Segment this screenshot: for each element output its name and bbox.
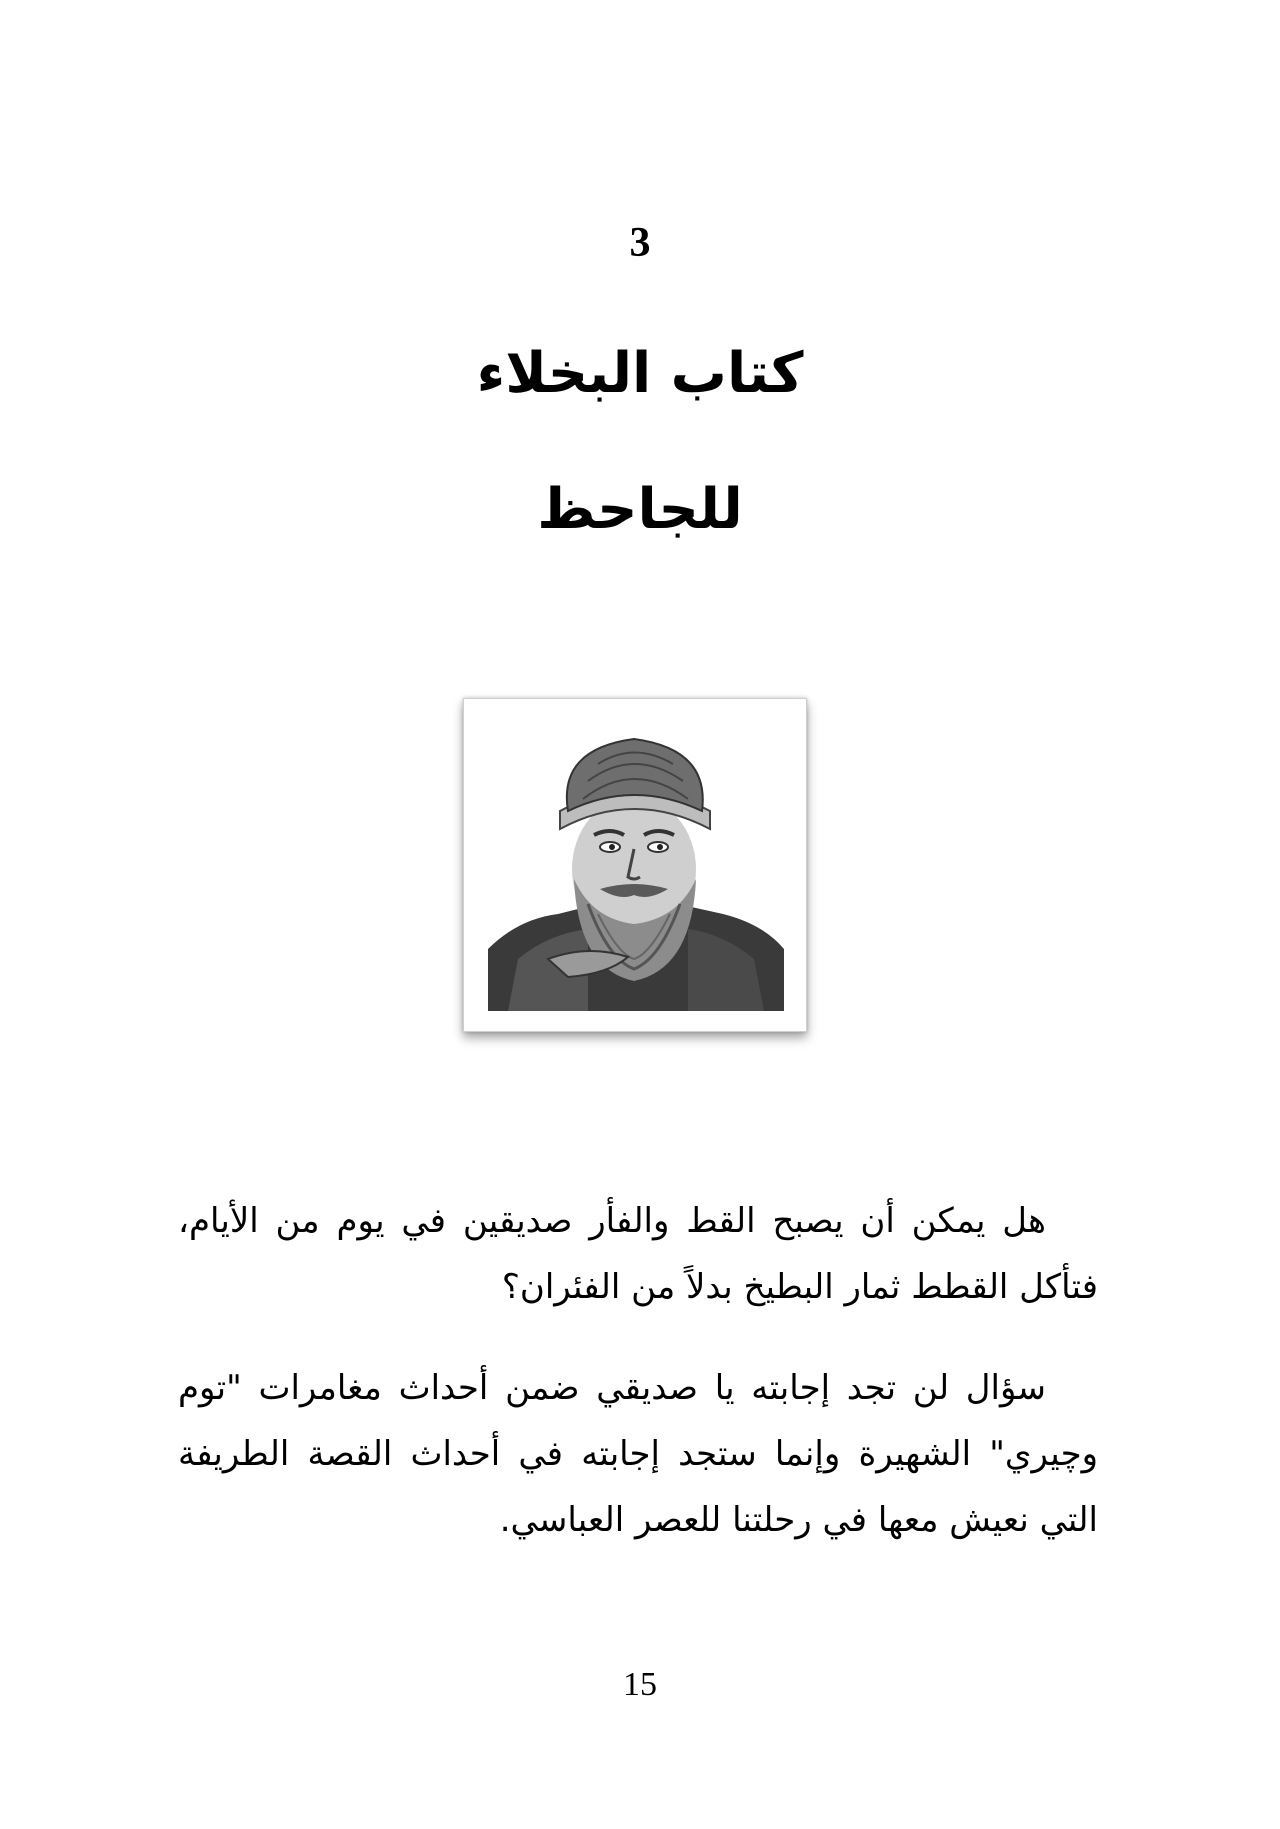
- chapter-number: 3: [629, 220, 651, 266]
- chapter-title: كتاب البخلاء: [476, 341, 804, 406]
- paragraph-2: [178, 1355, 1098, 1553]
- paragraph-2-text: سؤال لن تجد إجابته يا صديقي ضمن أحداث مغامرات "توم وچيري" الشهيرة وإنما ستجد إجابته في أحداث القصة الطريفة التي نعيش معها في رحلتنا للعصر العباسي.: [178, 1368, 1098, 1540]
- chapter-subtitle-author: للجاحظ: [537, 477, 743, 542]
- portrait-turbaned-bearded-man-icon: [488, 719, 784, 1011]
- author-portrait-frame: [463, 698, 807, 1032]
- page-number: 15: [623, 1666, 657, 1703]
- paragraph-1: [178, 1188, 1098, 1320]
- paragraph-1-text: هل يمكن أن يصبح القط والفأر صديقين في يوم من الأيام، فتأكل القطط ثمار البطيخ بدلاً من الفئران؟: [178, 1201, 1098, 1307]
